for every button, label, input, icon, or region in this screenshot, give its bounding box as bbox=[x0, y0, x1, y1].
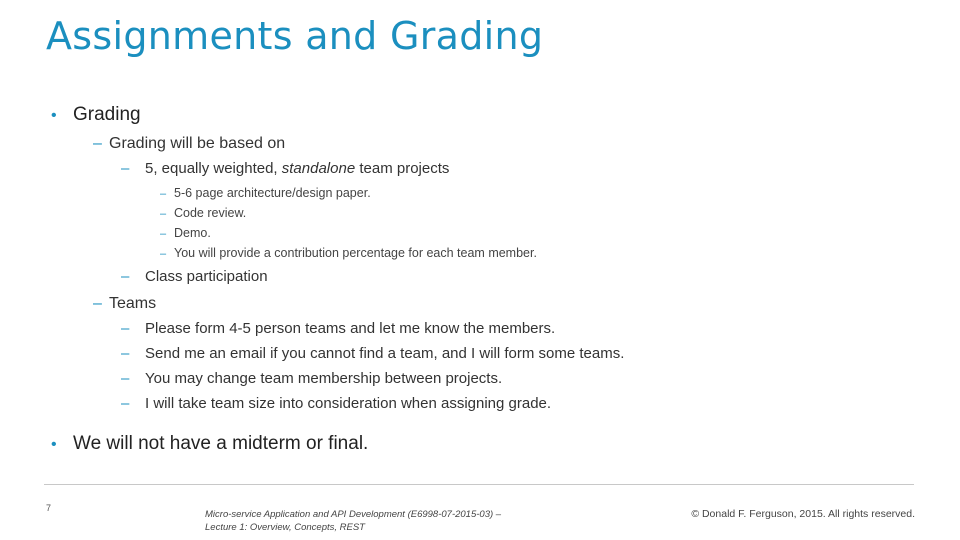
dash-marker: – bbox=[121, 268, 130, 285]
subbullet-grading-basis bbox=[93, 135, 285, 153]
dash-marker: – bbox=[93, 295, 102, 312]
subbullet-text: Grading will be based on bbox=[109, 135, 286, 152]
item-text: Please form 4-5 person teams and let me know the members. bbox=[145, 320, 556, 337]
dash-marker: – bbox=[160, 188, 167, 200]
dash-marker: – bbox=[121, 160, 130, 177]
item-change-membership bbox=[121, 370, 502, 387]
dash-marker: – bbox=[160, 248, 167, 260]
item-text-before: 5, equally weighted, bbox=[145, 160, 282, 177]
bullet-marker: • bbox=[51, 107, 57, 124]
subitem-design-paper bbox=[160, 186, 371, 200]
subitem-contribution bbox=[160, 246, 537, 260]
subitem-code-review bbox=[160, 206, 246, 220]
page-number: 7 bbox=[46, 503, 52, 513]
item-text: Class participation bbox=[145, 268, 268, 285]
item-form-teams bbox=[121, 320, 555, 337]
dash-marker: – bbox=[121, 345, 130, 362]
footer-divider bbox=[44, 484, 914, 485]
bullet-no-midterm bbox=[51, 433, 368, 455]
subbullet-text: Teams bbox=[109, 295, 157, 312]
dash-marker: – bbox=[121, 395, 130, 412]
course-title: Micro-service Application and API Development (E6998-07-2015-03) – bbox=[205, 509, 502, 520]
item-text: I will take team size into consideration when assigning grade. bbox=[145, 395, 552, 412]
item-text: Send me an email if you cannot find a team, and I will form some teams. bbox=[145, 345, 625, 362]
subitem-text: Code review. bbox=[174, 206, 247, 220]
dash-marker: – bbox=[160, 228, 167, 240]
dash-marker: – bbox=[160, 208, 167, 220]
item-email bbox=[121, 345, 624, 362]
subitem-demo bbox=[160, 226, 211, 240]
bullet-text: We will not have a midterm or final. bbox=[73, 433, 369, 454]
dash-marker: – bbox=[121, 320, 130, 337]
subbullet-teams bbox=[93, 295, 156, 313]
bullet-text: Grading bbox=[73, 104, 141, 125]
dash-marker: – bbox=[93, 135, 102, 152]
copyright-notice: © Donald F. Ferguson, 2015. All rights reserved. bbox=[691, 508, 915, 520]
item-text-emphasis: standalone bbox=[281, 160, 356, 177]
item-class-participation bbox=[121, 268, 268, 285]
subitem-text: You will provide a contribution percentage for each team member. bbox=[174, 246, 537, 260]
item-team-projects bbox=[121, 160, 449, 177]
subitem-text: 5-6 page architecture/design paper. bbox=[174, 186, 371, 200]
item-text-after: team projects bbox=[355, 160, 450, 177]
bullet-grading bbox=[51, 104, 141, 126]
dash-marker: – bbox=[121, 370, 130, 387]
course-info bbox=[205, 508, 501, 534]
bullet-marker: • bbox=[51, 436, 57, 453]
slide-title: Assignments and Grading bbox=[46, 14, 544, 58]
subitem-text: Demo. bbox=[174, 226, 211, 240]
lecture-title: Lecture 1: Overview, Concepts, REST bbox=[205, 522, 365, 533]
item-team-size bbox=[121, 395, 551, 412]
item-text: You may change team membership between projects. bbox=[145, 370, 503, 387]
